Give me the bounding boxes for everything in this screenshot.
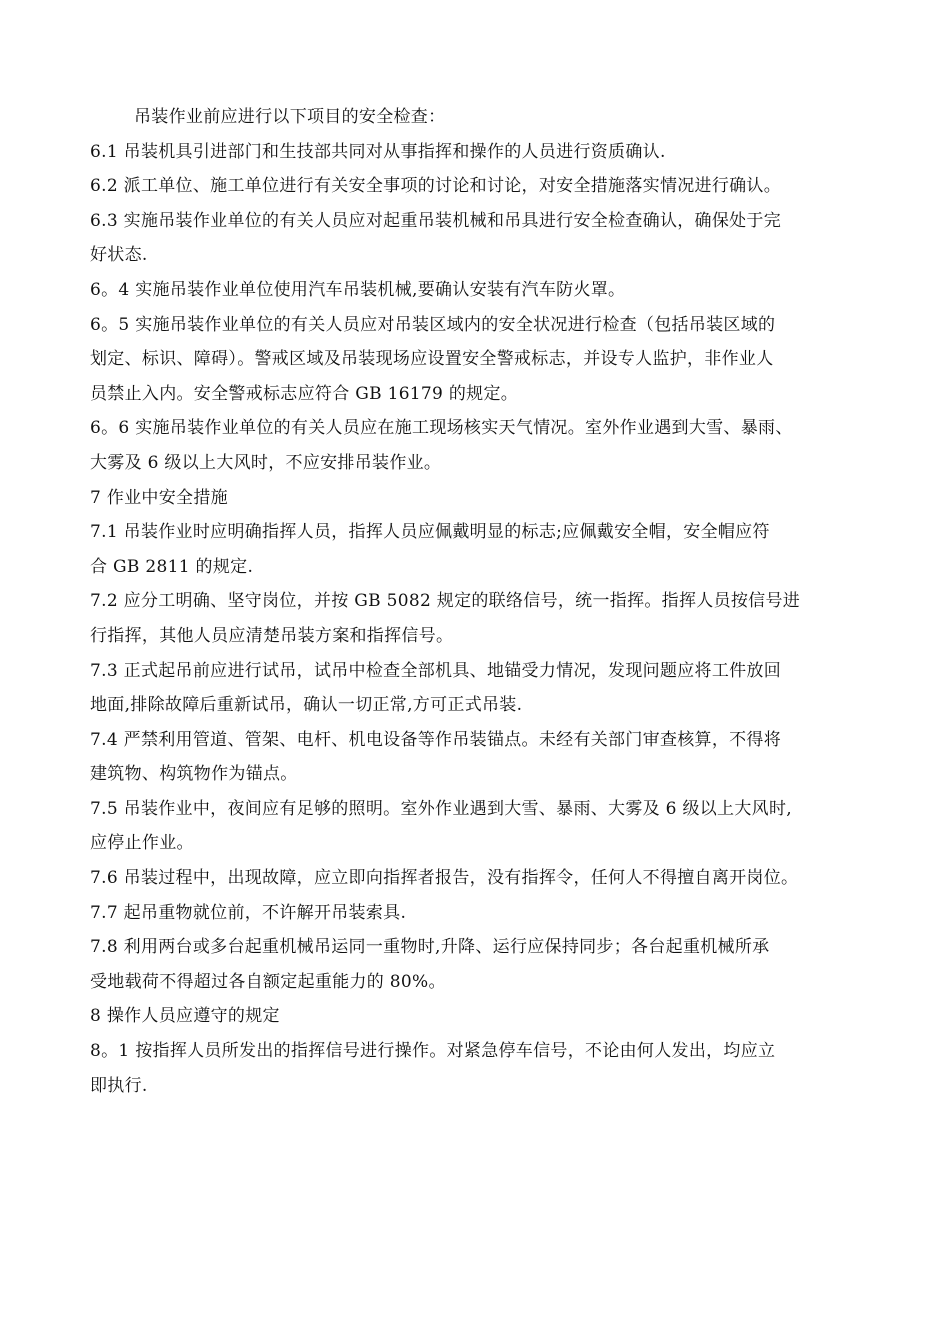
text-line-6-3-cont: 好状态. [90,245,148,266]
text-line-7-2: 7.2 应分工明确、坚守岗位，并按 GB 5082 规定的联络信号，统一指挥。指挥人员按信号进 [90,591,801,612]
text-line-6-5-cont-2: 员禁止入内。安全警戒标志应符合 GB 16179 的规定。 [90,383,519,404]
text-line-7-1: 7.1 吊装作业时应明确指挥人员，指挥人员应佩戴明显的标志;应佩戴安全帽，安全帽应符 [90,522,770,543]
text-line-6-6-cont: 大雾及 6 级以上大风时，不应安排吊装作业。 [90,452,442,473]
text-line-7-7: 7.7 起吊重物就位前，不许解开吊装索具. [90,902,407,923]
text-line-6-5: 6。5 实施吊装作业单位的有关人员应对吊装区域内的安全状况进行检查（包括吊装区域的 [90,314,776,335]
text-line-8-1: 8。1 按指挥人员所发出的指挥信号进行操作。对紧急停车信号，不论由何人发出，均应立 [90,1041,776,1062]
text-line-7-3-cont: 地面,排除故障后重新试吊，确认一切正常,方可正式吊装. [90,695,523,716]
text-line-6-5-cont-1: 划定、标识、障碍）。警戒区域及吊装现场应设置安全警戒标志，并设专人监护，非作业人 [90,349,774,370]
text-line-6-1: 6.1 吊装机具引进部门和生技部共同对从事指挥和操作的人员进行资质确认. [90,141,666,162]
text-line-7-8: 7.8 利用两台或多台起重机械吊运同一重物时,升降、运行应保持同步；各台起重机械所承 [90,937,770,958]
intro-line: 吊装作业前应进行以下项目的安全检查： [134,107,446,127]
text-line-7-2-cont: 行指挥，其他人员应清楚吊装方案和指挥信号。 [90,625,454,646]
document-page [90,100,880,1103]
text-line-7-8-cont: 受地载荷不得超过各自额定起重能力的 80%。 [90,971,446,992]
text-line-6-6: 6。6 实施吊装作业单位的有关人员应在施工现场核实天气情况。室外作业遇到大雪、暴雨、 [90,418,793,439]
text-line-8-1-cont: 即执行. [90,1075,148,1096]
text-line-7-3: 7.3 正式起吊前应进行试吊，试吊中检查全部机具、地锚受力情况，发现问题应将工件放回 [90,660,782,681]
text-line-7-1-cont: 合 GB 2811 的规定. [90,556,254,577]
text-line-7-4: 7.4 严禁利用管道、管架、电杆、机电设备等作吊装锚点。未经有关部门审查核算，不得将 [90,729,782,750]
text-line-6-3: 6.3 实施吊装作业单位的有关人员应对起重吊装机械和吊具进行安全检查确认，确保处于完 [90,210,782,231]
section-heading-8: 8 操作人员应遵守的规定 [90,1006,280,1027]
text-line-7-6: 7.6 吊装过程中，出现故障，应立即向指挥者报告，没有指挥令，任何人不得擅自离开岗位。 [90,868,799,889]
text-line-7-4-cont: 建筑物、构筑物作为锚点。 [90,764,298,785]
text-line-6-4: 6。4 实施吊装作业单位使用汽车吊装机械,要确认安装有汽车防火罩。 [90,279,626,300]
text-line-6-2: 6.2 派工单位、施工单位进行有关安全事项的讨论和讨论，对安全措施落实情况进行确认。 [90,176,782,197]
section-heading-7: 7 作业中安全措施 [90,487,228,508]
text-line-7-5: 7.5 吊装作业中，夜间应有足够的照明。室外作业遇到大雪、暴雨、大雾及 6 级以上大风时, [90,798,792,819]
text-line-7-5-cont: 应停止作业。 [90,833,194,854]
